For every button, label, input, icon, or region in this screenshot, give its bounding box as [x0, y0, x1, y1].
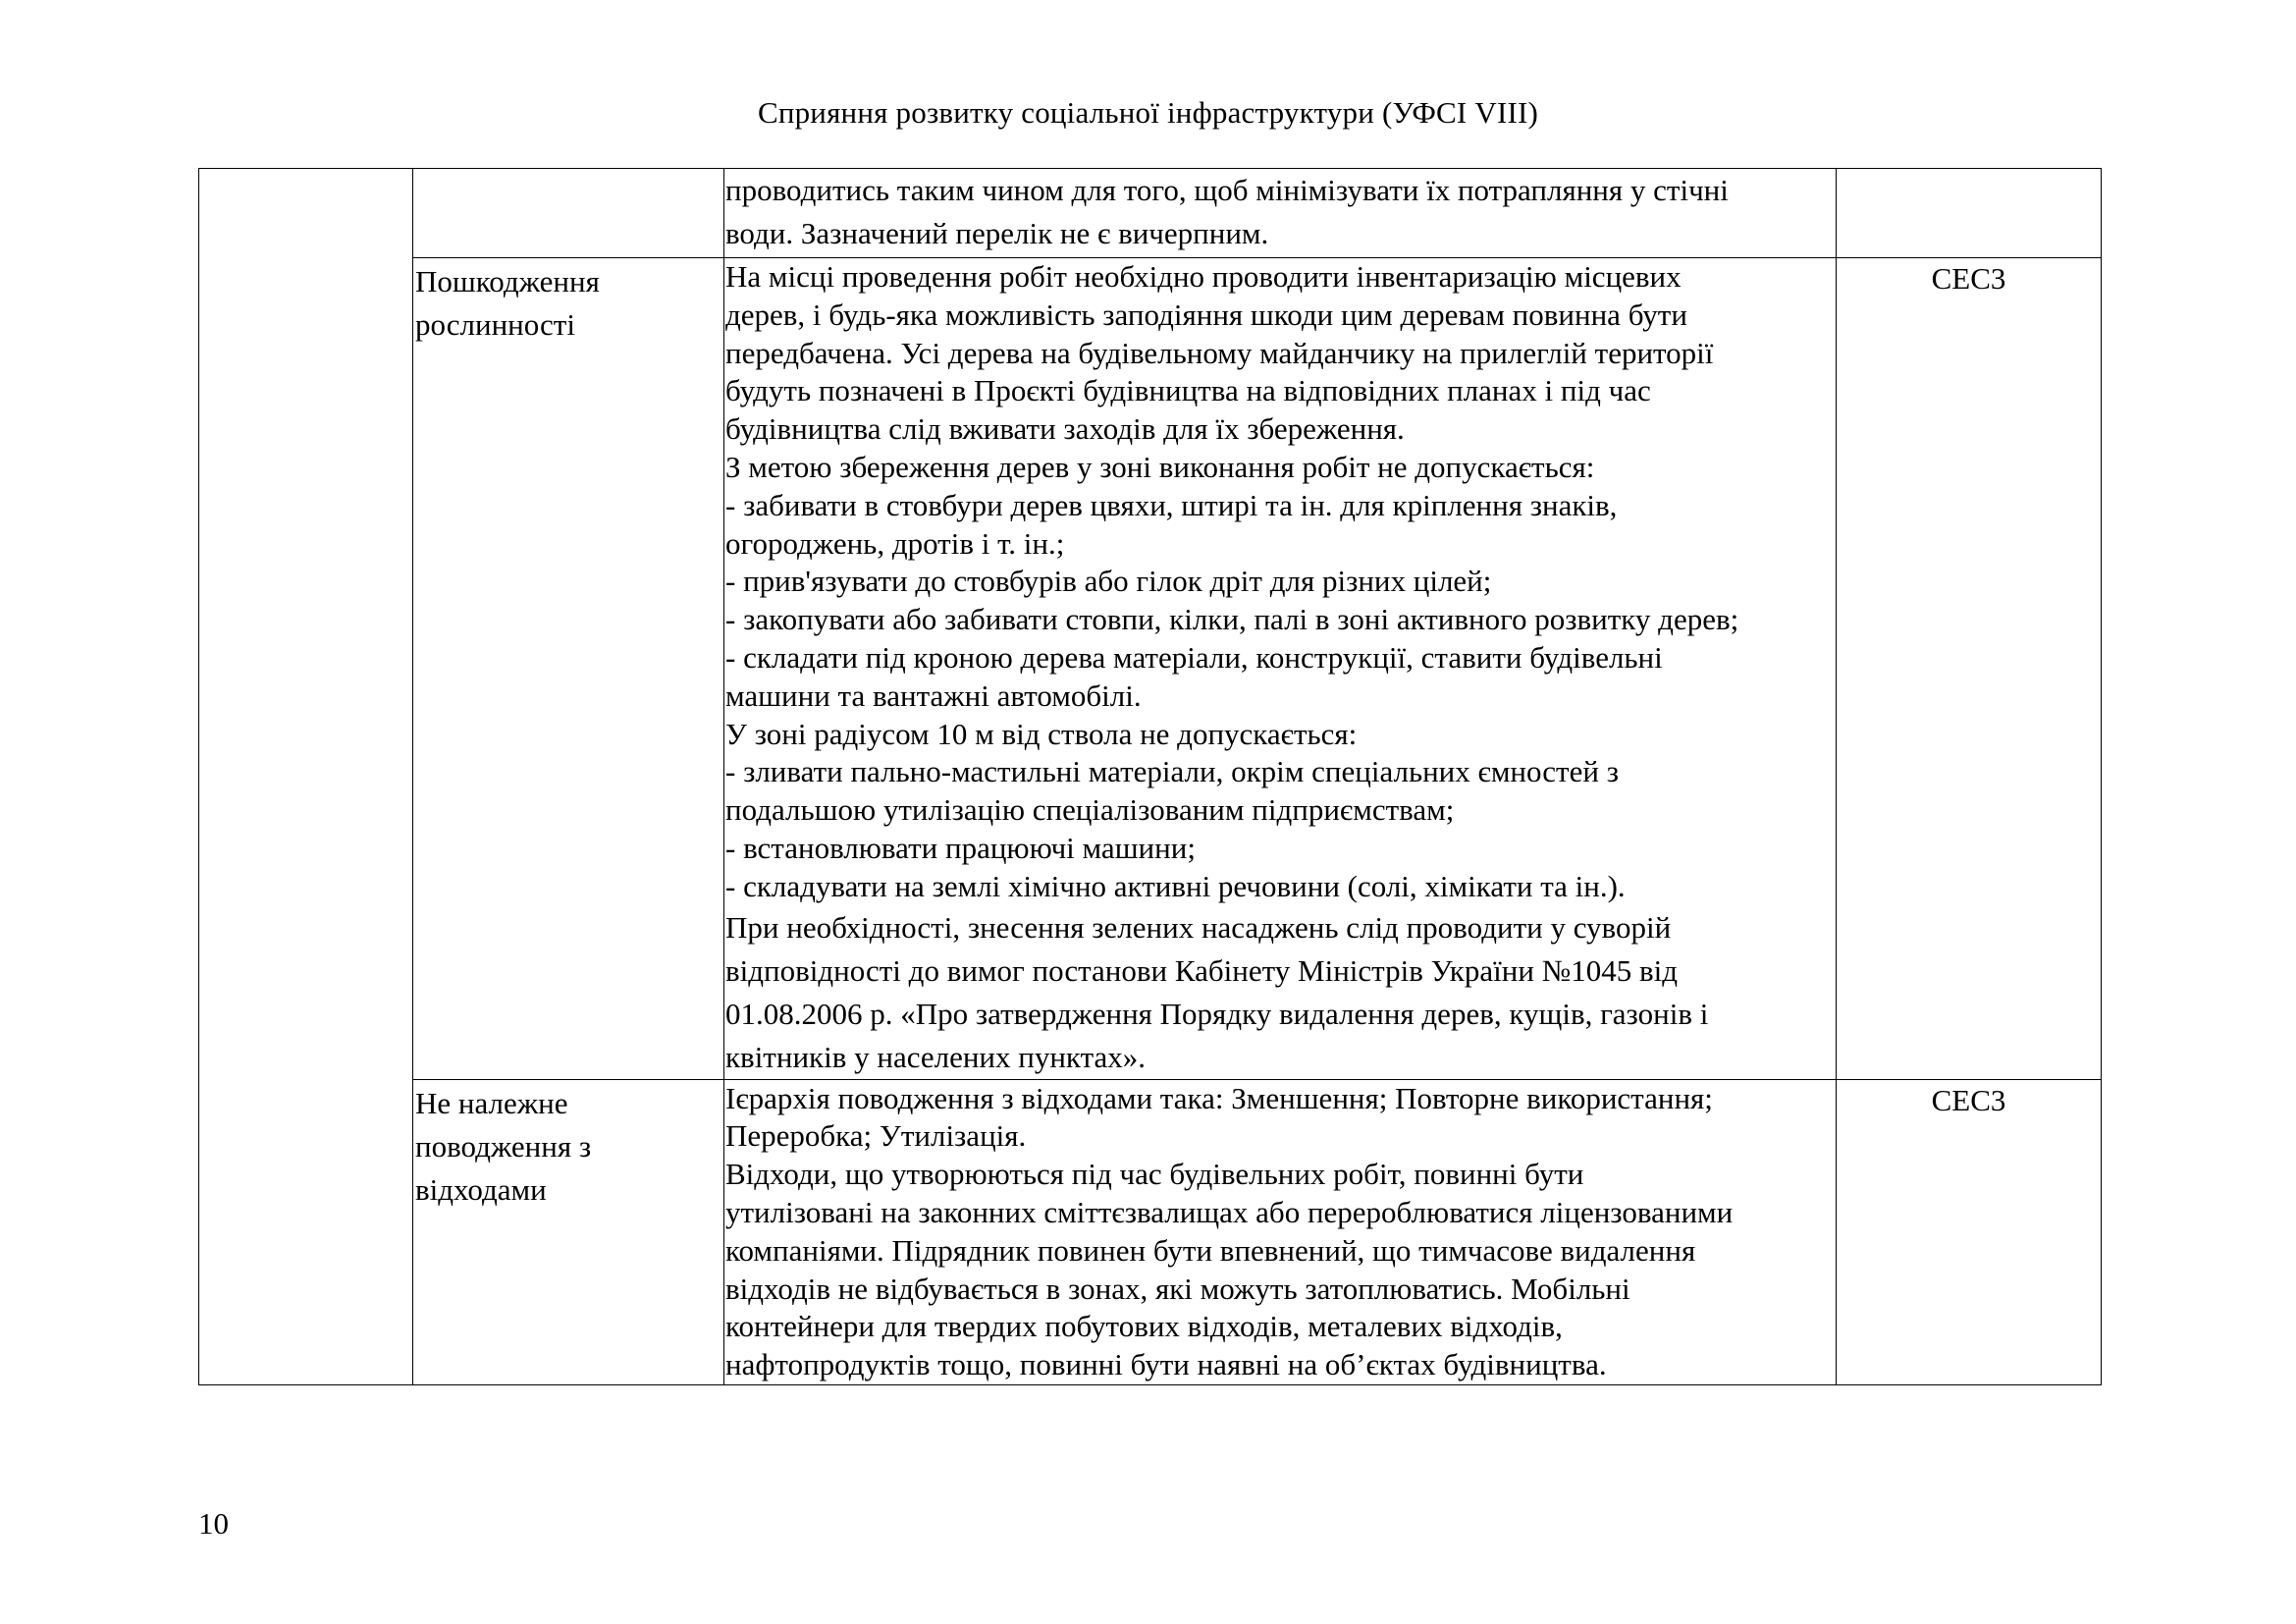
measure-line: Ієрархія поводження з відходами така: Зменшення; Повторне використання; [725, 1080, 1713, 1115]
measure-line: - зливати пально-мастильні матеріали, окрім спеціальних ємностей з [725, 754, 1619, 789]
page-header-title: Сприяння розвитку соціальної інфраструктури (УФСІ VIII) [757, 95, 1539, 130]
table-row [199, 169, 2102, 258]
measure-line: - складати під кроною дерева матеріали, конструкції, ставити будівельні [725, 639, 1663, 675]
measure-line: З метою збереження дерев у зоні виконання робіт не допускається: [725, 449, 1595, 484]
measure-line: Переробка; Утилізація. [725, 1118, 1027, 1154]
phase-cell [199, 169, 413, 1385]
measure-line: На місці проведення робіт необхідно проводити інвентаризацію місцевих [725, 259, 1682, 294]
measure-line: При необхідності, знесення зелених насаджень слід проводити у суворій [725, 909, 1672, 945]
measure-line: - закопувати або забивати стовпи, кілки, палі в зоні активного розвитку дерев; [725, 602, 1739, 637]
issue-line: Пошкодження [415, 264, 600, 298]
measure-line: будівництва слід вживати заходів для їх збереження. [725, 411, 1405, 447]
measure-line: - встановлювати працюючі машини; [725, 830, 1196, 865]
measure-line: У зоні радіусом 10 м від ствола не допускається: [725, 716, 1358, 751]
measure-line: Відходи, що утворюються під час будівельних робіт, повинні бути [725, 1157, 1584, 1192]
measure-line: 01.08.2006 р. «Про затвердження Порядку видалення дерев, кущів, газонів і [725, 996, 1709, 1031]
measure-cell [724, 258, 1837, 1080]
measure-cell [724, 169, 1837, 258]
measure-line: нафтопродуктів тощо, повинні бути наявні на об’єктах будівництва. [725, 1347, 1607, 1382]
measure-line: - прив'язувати до стовбурів або гілок дріт для різних цілей; [725, 564, 1492, 599]
measure-line: машини та вантажні автомобілі. [725, 677, 1142, 713]
reference-cell [1837, 169, 2102, 258]
reference-cell: CEC3 [1837, 258, 2102, 1080]
issue-line: поводження з [415, 1128, 592, 1164]
measure-line: подальшою утилізацію спеціалізованим підприємствам; [725, 792, 1455, 828]
measure-line: - забивати в стовбури дерев цвяхи, штирі та ін. для кріплення знаків, [725, 487, 1618, 522]
table-row [199, 1079, 2102, 1384]
issue-line: Не належне [415, 1085, 568, 1120]
measure-line: компаніями. Підрядник повинен бути впевнений, що тимчасове видалення [725, 1232, 1696, 1268]
issue-cell [413, 1079, 724, 1384]
measure-line: огороджень, дротів і т. ін.; [725, 525, 1065, 561]
measure-line: контейнери для твердих побутових відходів, металевих відходів, [725, 1309, 1563, 1344]
issue-cell [413, 169, 724, 258]
issue-line: рослинності [415, 307, 575, 342]
measure-cell [724, 1079, 1837, 1384]
measure-line: води. Зазначений перелік не є вичерпним. [725, 216, 1269, 250]
page-number: 10 [198, 1506, 229, 1541]
table-row [199, 258, 2102, 1080]
issue-line: відходами [415, 1171, 547, 1207]
measure-line: утилізовані на законних сміттєзвалищах або перероблюватися ліцензованими [725, 1194, 1734, 1229]
reference-cell: CEC3 [1837, 1079, 2102, 1384]
measure-line: будуть позначені в Проєкті будівництва на відповідних планах і під час [725, 373, 1651, 408]
mitigation-measures-table [198, 168, 2102, 1385]
measure-line: - складувати на землі хімічно активні речовини (солі, хімікати та ін.). [725, 868, 1626, 903]
measure-line: відходів не відбувається в зонах, які можуть затоплюватись. Мобільні [725, 1271, 1630, 1306]
measure-line: передбачена. Усі дерева на будівельному майданчику на прилеглій території [725, 335, 1714, 370]
measure-line: дерев, і будь-яка можливість заподіяння шкоди цим деревам повинна бути [725, 297, 1687, 332]
measure-line: відповідності до вимог постанови Кабінету Міністрів України №1045 від [725, 952, 1679, 988]
measure-line: квітників у населених пунктах». [725, 1039, 1147, 1074]
issue-cell [413, 258, 724, 1080]
measure-line: проводитись таким чином для того, щоб мінімізувати їх потрапляння у стічні [725, 173, 1729, 207]
